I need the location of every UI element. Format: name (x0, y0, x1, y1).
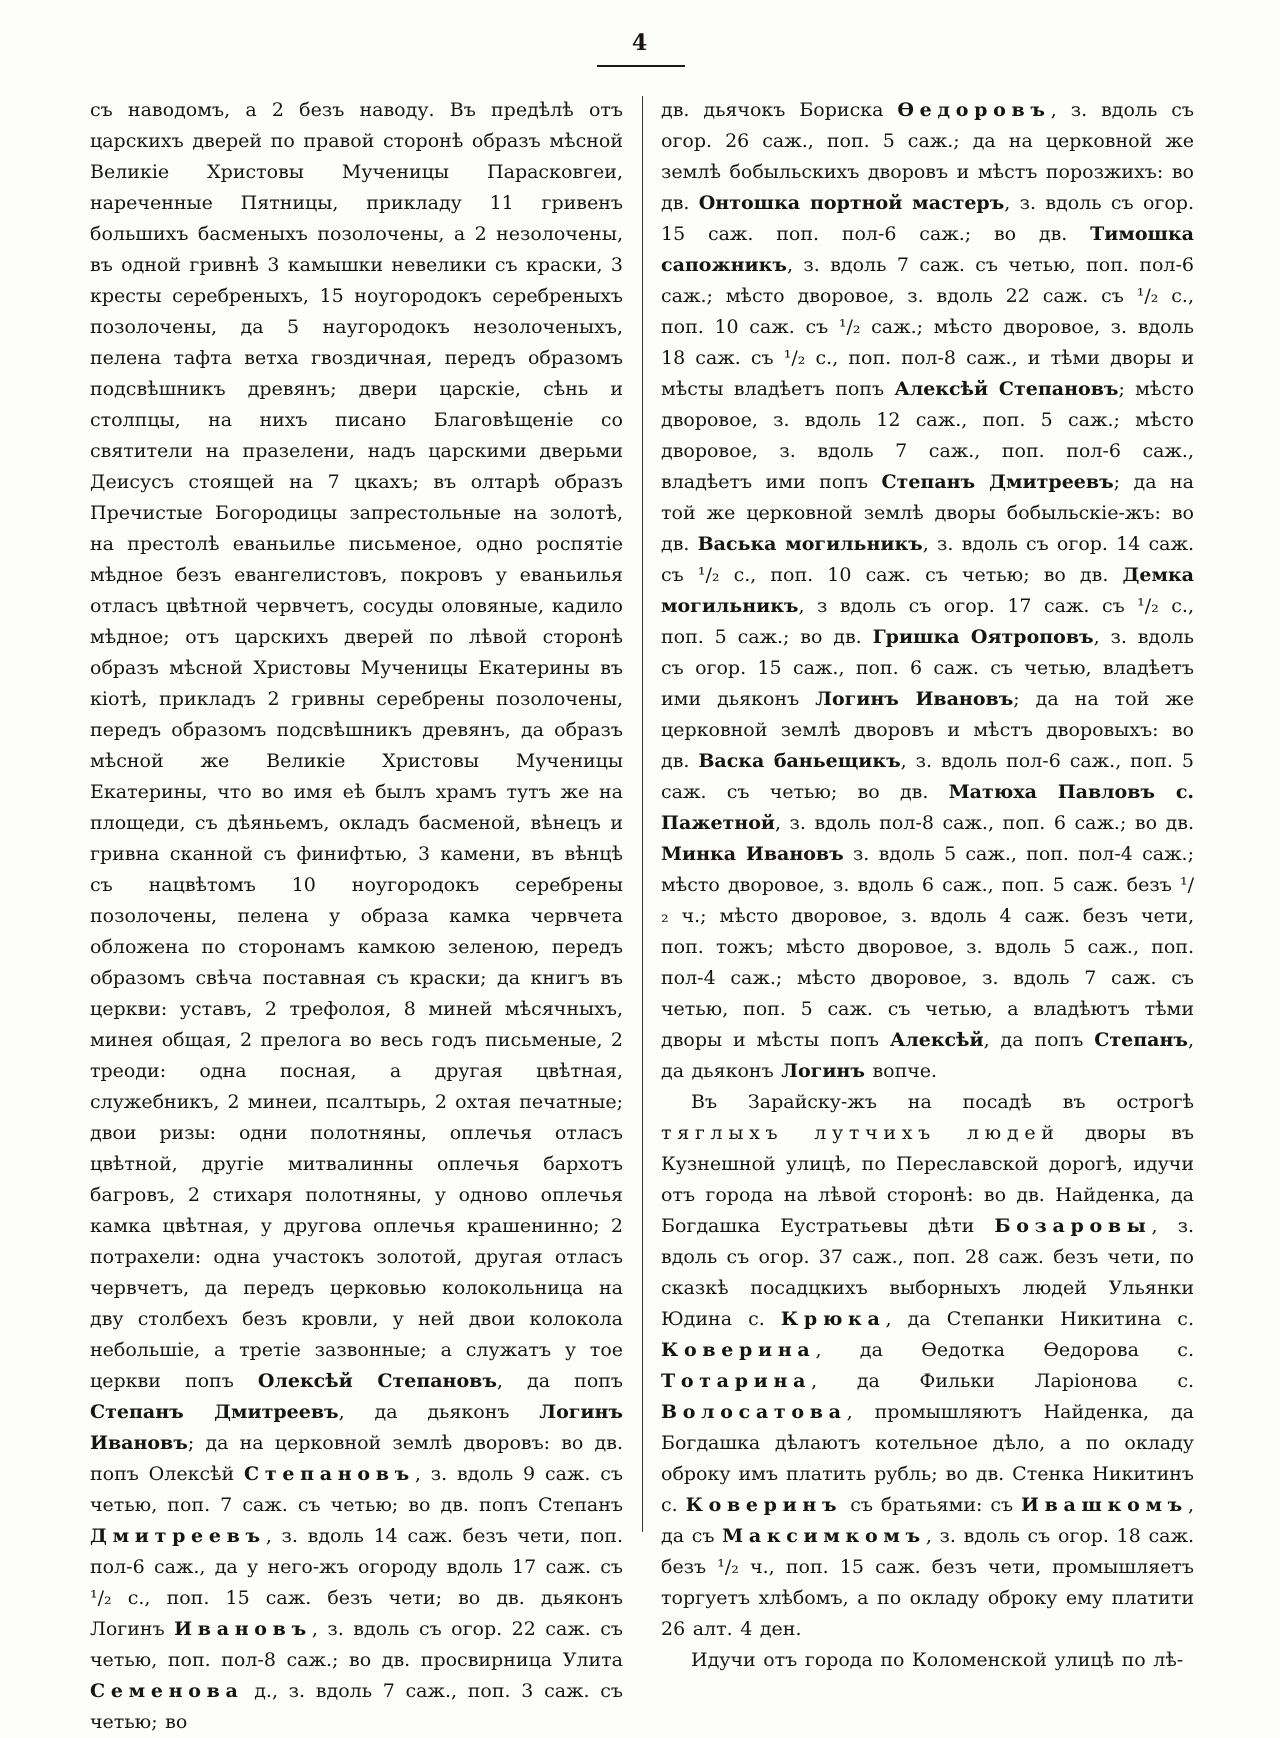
text-run: , з. вдоль съ огор. 22 саж. съ четью, поп. пол-8 саж.; во дв. просвирница Улита (90, 1618, 623, 1671)
text-run: ; да на той же церковной землѣ дворовъ и мѣстъ дворовыхъ: во дв. (661, 688, 1194, 772)
text-run: , з. вдоль съ огор. 37 саж., поп. 28 саж. безъ чети, по сказкѣ посадцкихъ выборныхъ людей Ульянки Юдина с. (661, 1215, 1194, 1330)
text-run: Олексѣй Степановъ (257, 1370, 497, 1392)
text-run: Ивашкомъ (1020, 1494, 1188, 1516)
text-run: , з. вдоль съ огор. 15 саж. поп. пол-6 саж.; во дв. (661, 192, 1194, 245)
text-run: , да Фильки Ларіонова с. (811, 1370, 1194, 1392)
text-run: , да дьяконъ (661, 1029, 1194, 1082)
left-column (90, 95, 623, 1738)
text-run: , промышляютъ Найденка, да Богдашка дѣлаютъ котельное дѣло, а по окладу оброку имъ платить рубль; во дв. Стенка Никитинъ с. (661, 1401, 1194, 1516)
text-run: Ивановъ (174, 1618, 312, 1640)
text-run: Алексѣй Степановъ (894, 378, 1119, 400)
text-run: дв. дьячокъ Бориска (661, 99, 898, 121)
text-run: Тотарина (661, 1370, 812, 1392)
text-run: , з. вдоль 9 саж. съ четью, поп. 7 саж. съ четью; во дв. попъ Степанъ (90, 1463, 623, 1516)
text-run: , з. вдоль съ огор. 18 саж. безъ ¹/₂ ч., поп. 15 саж. безъ чети, промышляетъ торгуетъ хлѣбомъ, а по окладу оброку ему платити 26 алт. 4 ден. (661, 1525, 1194, 1640)
text-run: з. вдоль 5 саж., поп. пол-4 саж.; мѣсто дворовое, з. вдоль 6 саж., поп. 5 саж. безъ ¹/₂ ч.; мѣсто дворовое, з. вдоль 4 саж. безъ чети, поп. тожъ; мѣсто дворовое, з. вдоль 5 саж., поп. пол-4 саж.; мѣсто дворовое, з. вдоль 7 саж. съ четью, поп. 5 саж. съ четью, а владѣютъ тѣми дворы и мѣсты попъ (661, 843, 1195, 1051)
text-run: , з вдоль съ огор. 17 саж. съ ¹/₂ с., поп. 5 саж.; во дв. (661, 595, 1194, 648)
text-run: д., з. вдоль 7 саж., поп. 3 саж. съ четью; во (90, 1680, 623, 1733)
text-run: Гришка Оятроповъ (872, 626, 1094, 648)
text-run: Алексѣй (889, 1029, 984, 1051)
text-run: Дмитреевъ (90, 1525, 266, 1547)
text-run: , з. вдоль съ огор. 15 саж., поп. 6 саж. съ четью, владѣетъ ими дьяконъ (661, 626, 1194, 710)
text-run: Коверинъ (685, 1494, 843, 1516)
text-run: , з. вдоль 7 саж. съ четью, поп. пол-6 саж.; мѣсто дворовое, з. вдоль 22 саж. съ ¹/₂ с., поп. 10 саж. съ ¹/₂ саж.; мѣсто дворовое, з. вдоль 18 саж. съ ¹/₂ с., поп. пол-8 саж., и тѣми дворы и мѣсты владѣетъ попъ (661, 254, 1194, 400)
text-run: ; да на церковной землѣ дворовъ: во дв. попъ Олексѣй (90, 1432, 623, 1485)
text-run: , з. вдоль пол-6 саж., поп. 5 саж. съ четью; во дв. (661, 750, 1194, 803)
text-run: дворы въ Кузнешной улицѣ, по Переславской дорогѣ, идучи отъ города на лѣвой сторонѣ: во дв. Найденка, да Богдашка Еустратьевы дѣти (661, 1122, 1194, 1237)
text-paragraph (661, 1087, 1194, 1645)
text-run: , да Степанки Никитина с. (885, 1308, 1194, 1330)
text-run: Минка Ивановъ (661, 843, 844, 865)
text-run: Бозаровы (994, 1215, 1152, 1237)
text-run: , да попъ (496, 1370, 624, 1392)
text-run: ; мѣсто дворовое, з. вдоль 12 саж., поп. 5 саж.; мѣсто дворовое, з. вдоль 7 саж., поп. пол-6 саж., владѣетъ ими попъ (661, 378, 1195, 493)
text-run: тяглыхъ лутчихъ людей (661, 1122, 1060, 1144)
text-run: съ братьями: съ (842, 1494, 1021, 1516)
text-paragraph (90, 95, 623, 1738)
text-run: Логинъ Ивановъ (815, 688, 1014, 710)
text-run: Степанъ (1094, 1029, 1188, 1051)
text-run: Демка могильникъ (661, 564, 1194, 617)
text-run: Васька могильникъ (697, 533, 923, 555)
text-run: съ наводомъ, а 2 безъ наводу. Въ предѣлѣ отъ царскихъ дверей по правой сторонѣ образъ мѣсной Великіе Христовы Мученицы Парасковгеи, нареченные Пятницы, прикладу 11 гривенъ большихъ басменыхъ позолочены, а 2 незолочены, въ одной гривнѣ 3 камышки невелики съ краски, 3 кресты серебреныхъ, 15 ноугородокъ серебреныхъ позолочены, да 5 наугородокъ незолоченыхъ, пелена тафта ветха гвоздичная, передъ образомъ подсвѣшникъ древянъ; двери царскіе, сѣнь и столпцы, на нихъ писано Благовѣщеніе со святители на празелени, надъ царскими дверьми Деисусъ стоящей на 7 цкахъ; въ олтарѣ образъ Пречистые Богородицы запрестольные на золотѣ, на престолѣ еваньилье письменое, одно роспятіе мѣдное безъ евангелистовъ, покровъ у еваньилья отласъ цвѣтной червчетъ, сосуды оловяные, кадило мѣдное; отъ царскихъ дверей по лѣвой сторонѣ образъ мѣсной Христовы Мученицы Екатерины въ кіотѣ, прикладъ 2 гривны серебрены позолочены, передъ образомъ подсвѣшникъ древянъ, да образъ мѣсной же Великіе Христовы Мученицы Екатерины, что во имя еѣ былъ храмъ тутъ же на площеди, съ дѣяньемъ, окладъ басменой, вѣнецъ и гривна сканной съ финифтью, 3 камени, въ вѣнцѣ съ нацвѣтомъ 10 ноугородокъ серебрены позолочены, пелена у образа камка червчета обложена по сторонамъ камкою зеленою, передъ образомъ свѣча поставная съ краски; да книгъ въ церкви: уставъ, 2 трефолоя, 8 миней мѣсячныхъ, минея общая, 2 прелога во весь годъ письменые, 2 треоди: одна посная, а другая цвѣтная, служебникъ, 2 минеи, псалтырь, 2 охтая печатные; двои ризы: одни полотняны, оплечья отласъ цвѣтной, другіе митвалинны оплечья бархотъ багровъ, 2 стихаря полотняны, у одново оплечья камка цвѣтная, у другова оплечья крашенинно; 2 потрахели: одна участокъ золотой, другая отласъ червчетъ, да передъ церковью колокольница на дву столбехъ безъ кровли, у ней двои колокола небольшіе, а третіе зазвонные; а служатъ у тое церкви попъ (90, 99, 623, 1392)
text-run: Волосатова (661, 1401, 847, 1423)
text-run: , да Ѳедотка Ѳедорова с. (815, 1339, 1194, 1361)
text-run: , да дьяконъ (338, 1401, 540, 1423)
text-run: Степанъ Дмитреевъ (881, 471, 1114, 493)
text-run: , да попъ (983, 1029, 1095, 1051)
text-run: , да съ (661, 1494, 1194, 1547)
text-run: Ѳедоровъ (897, 99, 1051, 121)
text-paragraph (661, 95, 1194, 1087)
text-run: Логинъ Ивановъ (90, 1401, 623, 1454)
text-run: Идучи отъ города по Коломенской улицѣ по лѣ- (691, 1649, 1184, 1671)
text-run: , з. вдоль пол-8 саж., поп. 6 саж.; во дв. (774, 812, 1194, 834)
text-run: Коверина (661, 1339, 816, 1361)
text-run: , з. вдоль съ огор. 14 саж. съ ¹/₂ с., поп. 10 саж. съ четью; во дв. (661, 533, 1194, 586)
text-paragraph (661, 1645, 1194, 1676)
page-number: 4 (631, 30, 649, 56)
text-run: Семенова (90, 1680, 244, 1702)
text-run: Логинъ (781, 1060, 865, 1082)
text-run: вопче. (864, 1060, 938, 1082)
text-run: Крюка (780, 1308, 886, 1330)
page-number-rule (597, 65, 685, 67)
text-run: Матюха Павловъ с. Пажетной (661, 781, 1195, 834)
text-run: Въ Зарайску-жъ на посадѣ въ острогѣ (691, 1091, 1194, 1113)
text-run: , з. вдоль 14 саж. безъ чети, поп. пол-6 саж., да у него-жъ огороду вдоль 17 саж. съ ¹/₂ с., поп. 15 саж. безъ чети; во дв. дьяконъ Логинъ (90, 1525, 623, 1640)
text-run: ; да на той же церковной землѣ дворы бобыльскіе-жъ: во дв. (661, 471, 1194, 555)
text-run: Степанъ Дмитреевъ (90, 1401, 339, 1423)
right-column (661, 95, 1194, 1738)
text-columns (90, 95, 1194, 1738)
text-run: , з. вдоль съ огор. 26 саж., поп. 5 саж.; да на церковной же землѣ бобыльскихъ дворовъ и мѣстъ порозжихъ: во дв. (661, 99, 1194, 214)
text-run: Васка баньещикъ (698, 750, 901, 772)
text-run: Максимкомъ (722, 1525, 926, 1547)
text-run: Онтошка портной мастеръ (698, 192, 1005, 214)
text-run: Тимошка сапожникъ (661, 223, 1194, 276)
text-run: Степановъ (244, 1463, 415, 1485)
